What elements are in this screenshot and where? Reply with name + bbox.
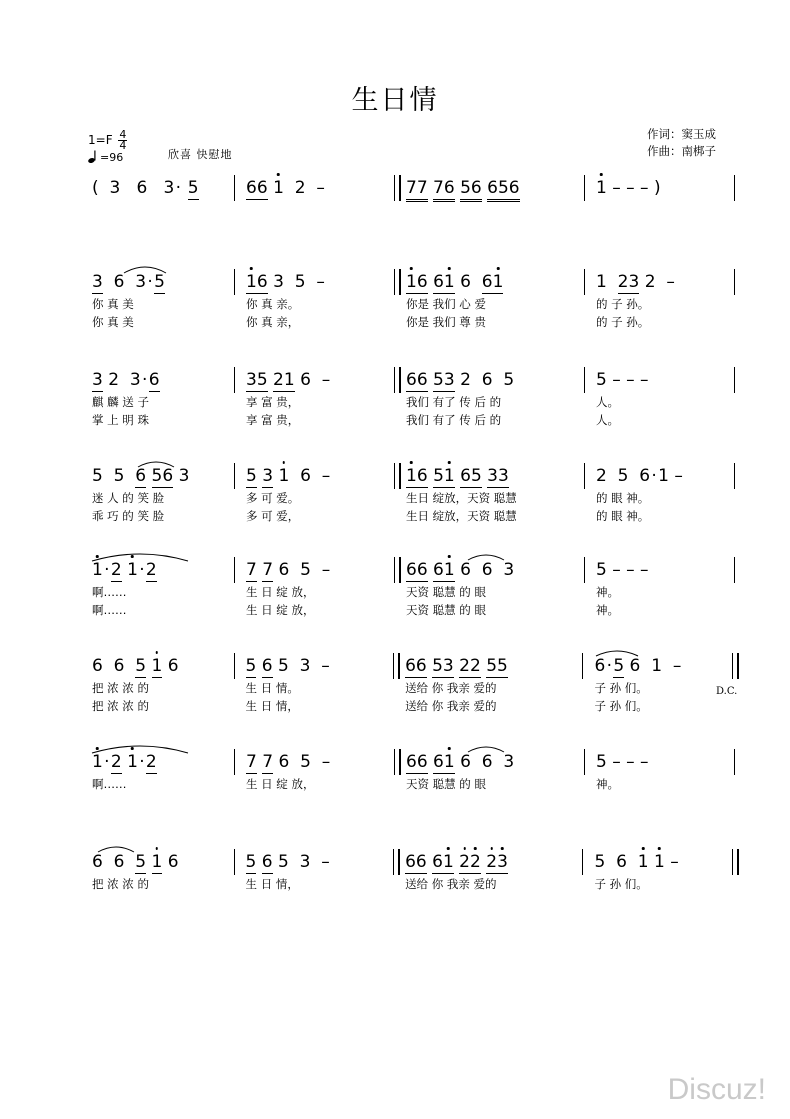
measure <box>234 466 394 526</box>
key-signature-label: 1=F <box>88 133 113 147</box>
measure <box>234 560 394 620</box>
note-row: 77 76 56 656 <box>406 178 584 202</box>
note-row: 6 6 5 1 6 <box>92 852 179 872</box>
lyric-line-1: 生 日 情。 <box>245 681 299 695</box>
note-row: 5 – – – <box>596 370 649 390</box>
measure <box>584 560 734 620</box>
lyric-line-1: 把 浓 浓 的 <box>92 877 149 891</box>
lyric-line-1: 你 真 美 <box>92 297 134 311</box>
lyric-line-1: 我们 有了 传 后 的 <box>406 395 502 409</box>
lyric-line-2: 送给 你 我亲 爱的 <box>405 699 497 713</box>
note-row: 7 7 6 5 – <box>246 752 331 772</box>
lyric-line-1: 迷 人 的 笑 脸 <box>92 491 165 505</box>
lyric-line-1: 的 子 孙。 <box>596 297 650 311</box>
measure <box>584 370 734 430</box>
quarter-note-icon <box>88 150 100 164</box>
note-row: 2 5 6·1 – <box>596 466 683 486</box>
time-signature-denominator: 4 <box>119 139 127 152</box>
barline <box>734 749 735 775</box>
lyric-line-1: 啊…… <box>92 585 127 599</box>
note-row: 5 6 5 3 – <box>245 656 330 676</box>
measure <box>84 466 234 526</box>
lyric-line-1: 子 孙 们。 <box>594 681 648 695</box>
note-row: 1·2 1·2 <box>92 560 157 580</box>
lyric-line-1: 生 日 绽 放， <box>246 777 315 791</box>
barline <box>734 175 735 201</box>
lyric-line-2: 你 真 美 <box>92 315 134 329</box>
page-title: 生日情 <box>351 85 439 116</box>
measure <box>84 560 234 620</box>
system-7-measures <box>84 752 744 794</box>
system-8-measures <box>84 852 744 894</box>
lyric-line-1: 天资 聪慧 的 眼 <box>406 777 486 791</box>
system-7 <box>84 752 744 794</box>
lyric-line-1: 你 真 亲。 <box>246 297 300 311</box>
measure <box>84 852 234 894</box>
lyric-line-1: 你是 我们 心 爱 <box>406 297 486 311</box>
lyric-line-1: 送给 你 我亲 爱的 <box>405 877 497 891</box>
tempo-value: =96 <box>100 151 124 164</box>
lyric-line-1: 享 富 贵， <box>246 395 300 409</box>
barline <box>394 557 401 583</box>
lyric-line-2: 掌 上 明 珠 <box>92 413 149 427</box>
lyric-line-2: 生 日 情， <box>245 699 299 713</box>
lyric-line-1 <box>406 202 584 220</box>
note-row: 5 5 6 56 3 <box>92 466 190 486</box>
measure <box>234 852 394 894</box>
note-row: 3 6 3·5 <box>92 272 165 292</box>
note-row: 7 7 6 5 – <box>246 560 331 580</box>
note-row: 35 21 6 – <box>246 370 331 390</box>
barline <box>582 849 583 875</box>
lyric-line-1: 子 孙 们。 <box>594 877 648 891</box>
note-row: 5 3 1 6 – <box>246 466 331 486</box>
barline <box>394 749 401 775</box>
note-row: 1·2 1·2 <box>92 752 157 772</box>
note-row: 5 – – – <box>596 752 649 772</box>
measure <box>394 560 584 620</box>
lyric-line-2: 你 真 亲， <box>246 315 300 329</box>
lyric-line-1: 把 浓 浓 的 <box>92 681 149 695</box>
credits <box>647 126 716 160</box>
lyric-line-2: 生日 绽放，天资 聪慧 <box>406 509 517 523</box>
system-6 <box>84 656 744 716</box>
measure <box>393 656 582 716</box>
lyric-line-2: 乖 巧 的 笑 脸 <box>92 509 165 523</box>
note-row: 1 23 2 – <box>596 272 675 292</box>
system-3 <box>84 370 744 430</box>
lyric-line-2: 多 可 爱， <box>246 509 300 523</box>
measure <box>84 272 234 332</box>
note-row: 6 6 5 1 6 <box>92 656 179 676</box>
measure <box>84 178 234 220</box>
note-row: 66 61 6 6 3 <box>406 560 515 580</box>
barline <box>234 269 235 295</box>
tempo-marking <box>88 150 123 164</box>
measure <box>234 272 394 332</box>
barline <box>394 463 401 489</box>
note-row: 16 51 65 33 <box>406 466 509 486</box>
lyric-line-1: 麒 麟 送 子 <box>92 395 149 409</box>
watermark: Discuz! <box>667 1073 766 1106</box>
system-6-measures <box>84 656 744 716</box>
barline <box>584 175 585 201</box>
system-2-measures <box>84 272 744 332</box>
composer: 作曲：南梆子 <box>647 144 716 158</box>
lyric-line-1 <box>246 202 394 220</box>
lyric-line-2: 的 子 孙。 <box>596 315 650 329</box>
barline <box>234 175 235 201</box>
barline <box>734 269 735 295</box>
barline <box>394 367 401 393</box>
lyric-line-1: 神。 <box>596 585 619 599</box>
mood-marking: 欣喜 快慰地 <box>168 148 233 161</box>
measure <box>84 656 234 716</box>
barline <box>393 653 400 679</box>
measure <box>394 752 584 794</box>
note-row: 5 6 1 1 – <box>594 852 679 872</box>
lyric-line-2: 人。 <box>596 413 619 427</box>
lyric-line-1 <box>596 202 734 220</box>
measure <box>394 178 584 220</box>
lyric-line-1: 生 日 情， <box>245 877 299 891</box>
note-row: 3 2 3·6 <box>92 370 160 390</box>
note-row: 1 – – – ) <box>596 178 661 198</box>
system-1 <box>84 178 744 220</box>
note-row: 66 1 2 – <box>246 178 325 198</box>
note-row: 6·5 6 1 – <box>594 656 682 676</box>
barline <box>234 849 235 875</box>
system-4-measures <box>84 466 744 526</box>
system-5-measures <box>84 560 744 620</box>
barline <box>234 463 235 489</box>
lyric-line-2: 你是 我们 尊 贵 <box>406 315 486 329</box>
lyric-line-1: 天资 聪慧 的 眼 <box>406 585 486 599</box>
time-signature <box>118 130 127 151</box>
measure <box>234 370 394 430</box>
system-3-measures <box>84 370 744 430</box>
lyric-line-2: 啊…… <box>92 603 127 617</box>
barline <box>234 367 235 393</box>
note-row: 66 53 2 6 5 <box>406 370 515 390</box>
measure <box>234 752 394 794</box>
lyric-line-1: 送给 你 我亲 爱的 <box>405 681 497 695</box>
measure <box>394 370 584 430</box>
barline <box>582 653 583 679</box>
lyric-line-1: 多 可 爱。 <box>246 491 300 505</box>
lyric-line-2: 生 日 绽 放， <box>246 603 315 617</box>
barline <box>234 749 235 775</box>
note-row: ( 3 6 3· 5 <box>92 178 199 198</box>
lyric-line-1: 生 日 绽 放， <box>246 585 315 599</box>
measure <box>84 370 234 430</box>
note-row: 5 – – – <box>596 560 649 580</box>
lyric-line-2: 子 孙 们。 <box>594 699 648 713</box>
system-8 <box>84 852 744 894</box>
dc-mark: D.C. <box>716 686 738 697</box>
measure <box>584 466 734 526</box>
system-2 <box>84 272 744 332</box>
time-signature-numerator: 4 <box>119 128 127 141</box>
system-5 <box>84 560 744 620</box>
lyric-line-2: 的 眼 神。 <box>596 509 650 523</box>
lyric-line-1 <box>92 202 234 220</box>
measure <box>393 852 582 894</box>
barline-final <box>732 849 739 875</box>
measure <box>234 178 394 220</box>
measure <box>582 852 732 894</box>
lyric-line-1: 人。 <box>596 395 619 409</box>
measure <box>584 752 734 794</box>
barline <box>234 653 235 679</box>
lyric-line-2: 把 浓 浓 的 <box>92 699 149 713</box>
barline <box>394 269 401 295</box>
barline <box>584 749 585 775</box>
measure <box>394 272 584 332</box>
system-4 <box>84 466 744 526</box>
lyric-line-1: 的 眼 神。 <box>596 491 650 505</box>
lyric-line-1: 啊…… <box>92 777 127 791</box>
system-1-measures <box>84 178 744 220</box>
barline <box>234 557 235 583</box>
barline <box>734 463 735 489</box>
note-row: 16 61 6 61 <box>406 272 504 292</box>
barline <box>584 463 585 489</box>
lyric-line-2: 神。 <box>596 603 619 617</box>
note-row: 16 3 5 – <box>246 272 325 292</box>
barline <box>734 557 735 583</box>
measure <box>582 656 732 716</box>
note-row: 66 61 22 23 <box>405 852 508 872</box>
lyric-line-2: 天资 聪慧 的 眼 <box>406 603 486 617</box>
measure <box>84 752 234 794</box>
lyric-line-2: 享 富 贵， <box>246 413 300 427</box>
barline <box>734 367 735 393</box>
barline <box>393 849 400 875</box>
lyric-line-2: 我们 有了 传 后 的 <box>406 413 502 427</box>
lyricist: 作词：窦玉成 <box>647 127 716 141</box>
note-row: 5 6 5 3 – <box>245 852 330 872</box>
barline <box>584 557 585 583</box>
measure <box>584 272 734 332</box>
note-row: 66 53 22 55 <box>405 656 508 676</box>
note-row: 66 61 6 6 3 <box>406 752 515 772</box>
barline <box>584 269 585 295</box>
barline <box>394 175 401 201</box>
barline-final <box>732 653 739 679</box>
measure <box>584 178 734 220</box>
lyric-line-1: 神。 <box>596 777 619 791</box>
barline <box>584 367 585 393</box>
key-signature <box>88 130 127 151</box>
measure <box>394 466 584 526</box>
lyric-line-1: 生日 绽放，天资 聪慧 <box>406 491 517 505</box>
measure <box>234 656 394 716</box>
